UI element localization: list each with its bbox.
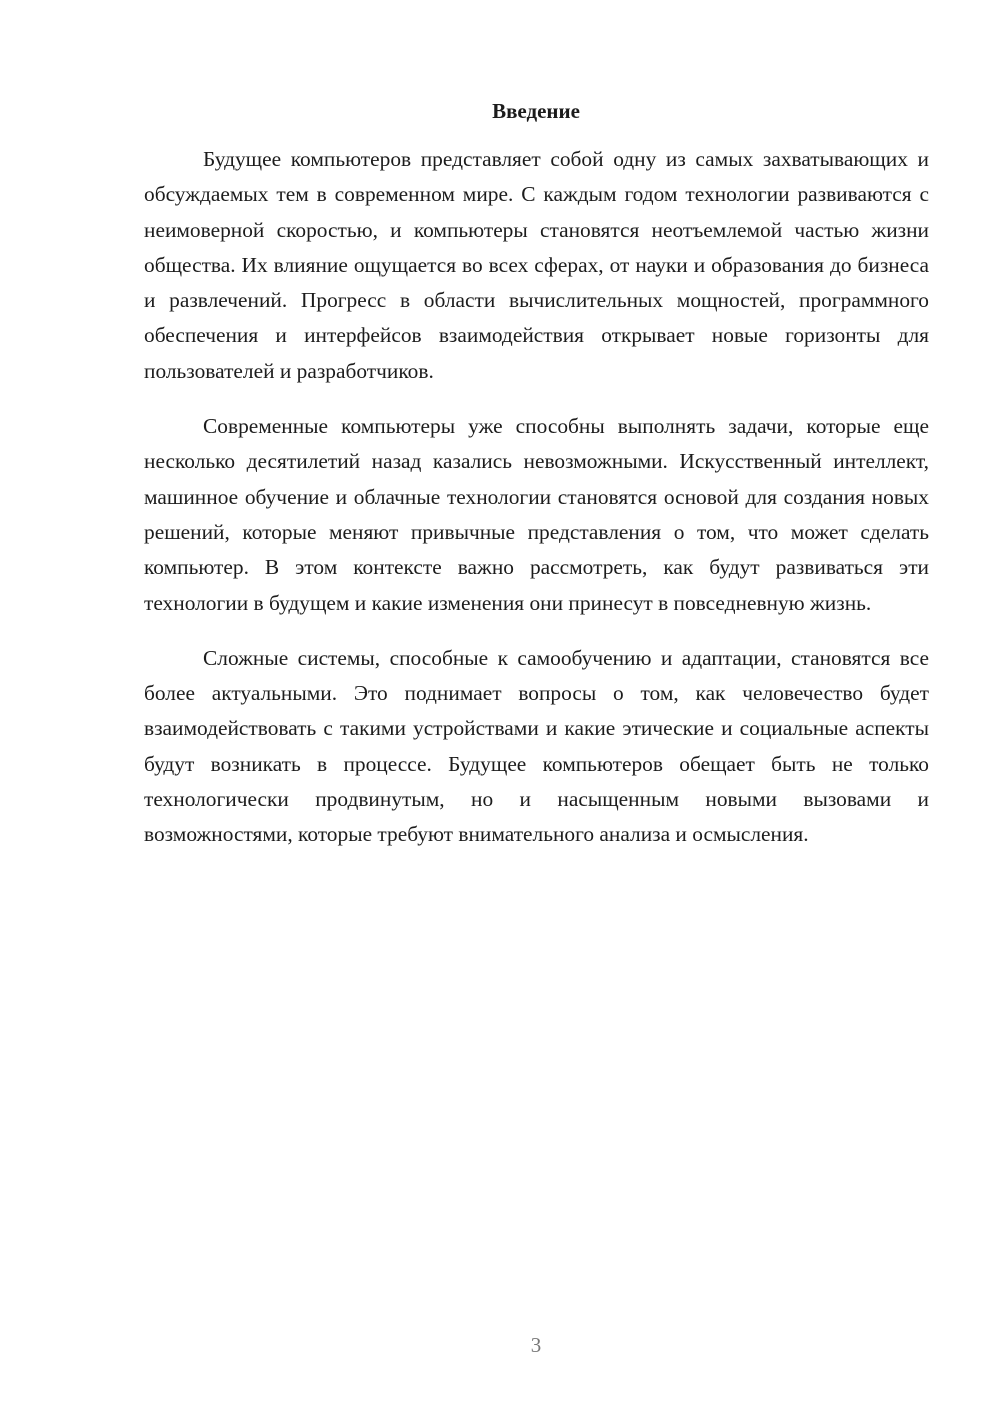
body-text [144, 142, 929, 873]
paragraph-3: Сложные системы, способные к самообучению и адаптации, становятся все более актуальными. Это поднимает вопросы о том, как человечество будет взаимодействовать с такими устройствами и какие этические и социальные аспекты будут возникать в процессе. Будущее компьютеров обещает быть не только технологически продвинутым, но и насыщенным новыми вызовами и возможностями, которые требуют внимательного анализа и осмысления. [144, 645, 929, 847]
page-number: 3 [530, 1333, 542, 1357]
section-heading: Введение [492, 99, 580, 123]
paragraph-1: Будущее компьютеров представляет собой одну из самых захватывающих и обсуждаемых тем в современном мире. С каждым годом технологии развиваются с неимоверной скоростью, и компьютеры становятся неотъемлемой частью жизни общества. Их влияние ощущается во всех сферах, от науки и образования до бизнеса и развлечений. Прогресс в области вычислительных мощностей, программного обеспечения и интерфейсов взаимодействия открывает новые горизонты для пользователей и разработчиков. [144, 147, 929, 383]
paragraph-2: Современные компьютеры уже способны выполнять задачи, которые еще несколько десятилетий назад казались невозможными. Искусственный интеллект, машинное обучение и облачные технологии становятся основой для создания новых решений, которые меняют привычные представления о том, что может сделать компьютер. В этом контексте важно рассмотреть, как будут развиваться эти технологии в будущем и какие изменения они принесут в повседневную жизнь. [144, 414, 929, 615]
